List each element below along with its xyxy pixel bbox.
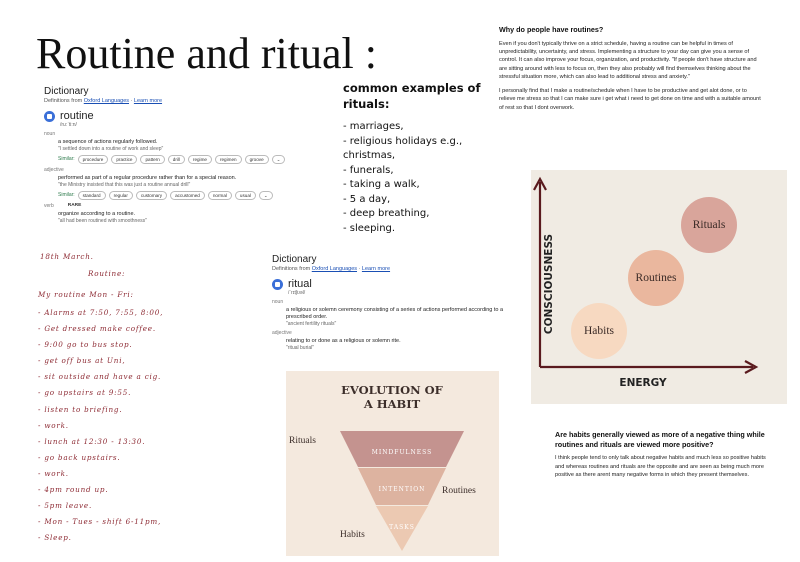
side-label-rituals: Rituals [289,436,316,446]
note-item: - Get dressed make coffee. [38,324,156,334]
layer-label-intention: INTENTION [378,486,426,493]
evolution-title-line2: A HABIT [363,397,421,411]
part-of-speech-adjective: adjective [44,166,64,173]
note-item: - 9:00 go to bus stop. [38,340,133,350]
learn-more-link[interactable]: Learn more [133,98,163,104]
note-item: - go upstairs at 9:55. [38,388,132,398]
page-title: Routine and ritual : [36,29,377,78]
headword: routine [60,110,94,122]
note-item: - 4pm round up. [38,485,109,495]
note-title: Routine: [88,269,126,278]
similar-row [58,191,294,200]
dictionary-heading: Dictionary [272,254,317,265]
similar-chip[interactable]: practice [111,155,137,164]
list-item: - marriages, [343,121,404,133]
similar-chip[interactable]: usual [235,191,256,200]
dictionary-ritual-card [272,254,522,351]
side-label-habits: Habits [340,530,365,540]
section-heading: Why do people have routines? [499,25,604,34]
similar-chip[interactable]: drill [168,155,185,164]
learn-more-link[interactable]: Learn more [361,266,391,272]
similar-chip[interactable]: procedure [78,155,109,164]
dictionary-source: Definitions from Oxford Languages · Learn more [272,266,391,272]
note-item: - work. [38,420,69,430]
example: "all had been routined with smoothness" [58,217,147,224]
note-item: - 5pm leave. [38,501,93,511]
paragraph: I think people tend to only talk about negative habits and much less so positive habits and whereas routines and rituals are the opposite and are seen as being much more positive as there arent many negative forms in which they present themselves. [555,455,766,478]
similar-chip[interactable]: regime [188,155,212,164]
chevron-down-icon[interactable]: ⌄ [272,155,286,164]
bubble-rituals: Rituals [681,197,737,253]
similar-chip[interactable]: accustomed [170,191,205,200]
chevron-down-icon[interactable]: ⌄ [259,191,273,200]
side-label-routines: Routines [442,486,476,496]
similar-label: Similar: [58,192,75,199]
definition: performed as part of a regular procedure rather than for a special reason. [58,174,237,181]
list-item: - deep breathing, [343,208,430,220]
section-heading: Are habits generally viewed as more of a negative thing while routines and rituals are viewed more positive? [555,430,765,449]
similar-chip[interactable]: customary [136,191,167,200]
headword: ritual [288,278,312,290]
note-item: - work. [38,468,69,478]
examples-heading: common examples of rituals: [343,81,481,112]
source-link[interactable]: Oxford Languages [83,98,130,104]
definition: a sequence of actions regularly followed. [58,139,158,145]
dictionary-routine-card [44,86,294,224]
layer-label-tasks: TASKS [389,524,415,531]
definition: relating to or done as a religious or solemn rite. [286,337,401,344]
bubble-habits: Habits [571,303,627,359]
note-item: - sit outside and have a cig. [38,372,162,382]
why-routines-section [499,25,761,118]
list-item: - religious holidays e.g., christmas, [343,135,463,162]
dictionary-heading: Dictionary [44,86,89,97]
similar-chip[interactable]: normal [208,191,232,200]
x-axis-label: ENERGY [619,377,667,389]
similar-chip[interactable]: groove [245,155,269,164]
list-item: - taking a walk, [343,179,420,191]
evolution-diagram [286,371,499,556]
similar-chip[interactable]: regimen [215,155,242,164]
layer-label-mindfulness: MINDFULNESS [371,449,433,456]
note-item: - listen to briefing. [38,404,123,414]
dictionary-source: Definitions from Oxford Languages · Learn more [44,98,163,104]
evolution-title-line1: EVOLUTION OF [341,383,443,397]
note-item: - go back upstairs. [38,452,121,462]
part-of-speech-noun: noun [272,299,284,305]
similar-chip[interactable]: regular [109,191,133,200]
similar-label: Similar: [58,156,75,163]
part-of-speech-adjective: adjective [272,329,292,336]
verb-row [44,203,294,209]
speaker-icon[interactable] [44,111,55,122]
definition: organize according to a routine. [58,210,136,217]
rare-tag: RARE [67,202,82,208]
y-axis-label: CONSCIOUSNESS [543,233,555,335]
example: "I settled down into a routine of work and sleep" [58,145,164,152]
list-item: - funerals, [343,164,394,176]
part-of-speech-verb: verb [44,202,54,209]
source-link[interactable]: Oxford Languages [311,266,358,272]
example: "the Ministry insisted that this was just a routine annual drill" [58,181,191,188]
pronunciation: /ru:ˈti:n/ [60,122,77,128]
handwritten-notes [38,252,278,546]
note-item: - Sleep. [38,533,72,543]
similar-row [58,155,294,164]
similar-chip[interactable]: standard [78,191,106,200]
speaker-icon[interactable] [272,279,283,290]
paragraph: Even if you don't typically thrive on a strict schedule, having a routine can be helpful in times of unpredictability, uncertainty, and stress. Implementing a structure to your day can give you a sense of control. It can also improve your focus, organization, and productivity. "If people don't have structure and are sitting around with less to focus on, then they also probably will find themselves thinking about the stressful situation more, which can also lead to additional stress and anxiety." [499,40,757,80]
note-date: 18th March. [40,252,94,261]
note-item: - lunch at 12:30 - 13:30. [38,436,146,446]
consciousness-energy-figure [531,170,787,404]
note-item: - Mon - Tues - shift 6-11pm, [38,517,162,527]
pronunciation: /ˈrɪtʃʊəl/ [288,290,306,296]
examples-list [343,80,483,236]
evolution-of-habit-figure [286,371,499,556]
paragraph: I personally find that I make a routine/schedule when I have to be productive and get alot done, or to relieve me stress so that I can make sure i get what i need to get done on time and with a suitable amount of rest so that I dont overwork. [499,88,761,111]
list-item: - sleeping. [343,222,396,234]
note-subtitle: My routine Mon - Fri: [38,290,134,299]
example: "ancient fertility rituals" [286,320,337,327]
example: "ritual burial" [286,344,315,351]
part-of-speech-noun: noun [44,131,56,137]
note-item: - Alarms at 7:50, 7:55, 8:00, [38,308,164,317]
definition: a religious or solemn ceremony consisting of a series of actions performed according to a prescribed order. [286,307,504,320]
habits-section [555,430,767,485]
note-item: - get off bus at Uni, [38,356,126,366]
list-item: - 5 a day, [343,193,391,205]
bubble-routines: Routines [628,250,684,306]
similar-chip[interactable]: pattern [140,155,164,164]
